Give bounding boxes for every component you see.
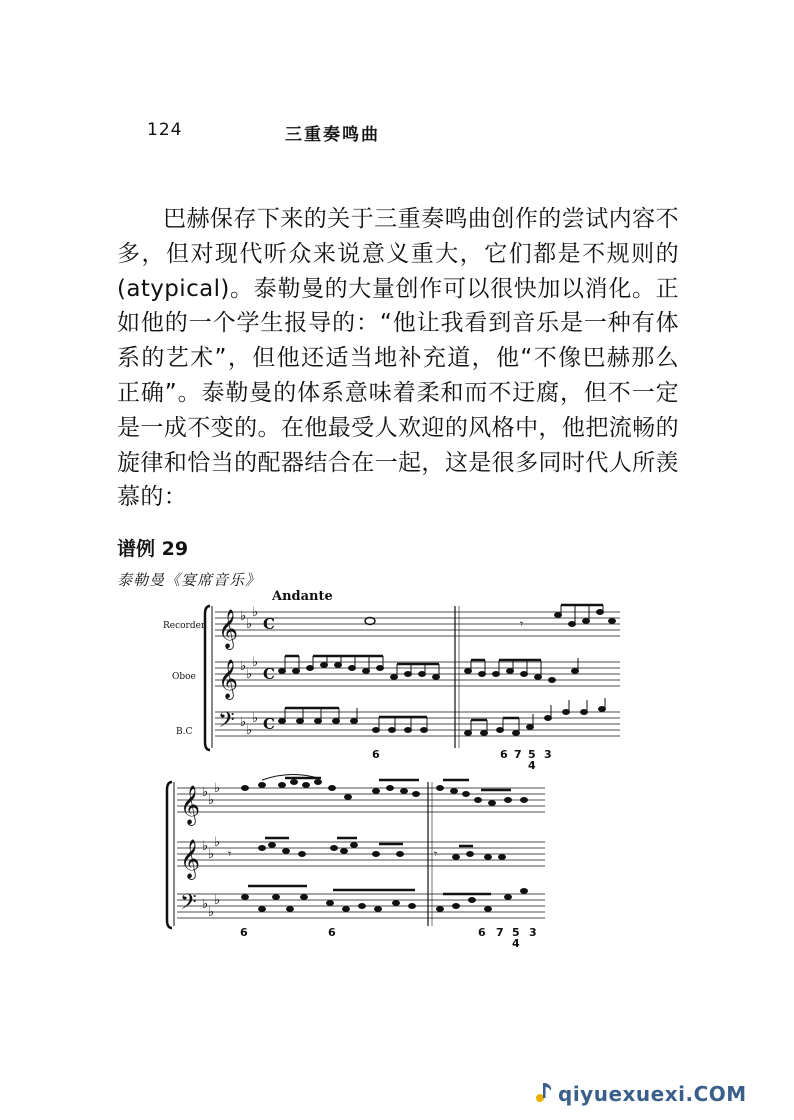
- treble-clef-icon: 𝄞: [180, 839, 201, 879]
- svg-text:6: 6: [500, 748, 508, 761]
- instrument-label-bc: B.C: [176, 727, 193, 737]
- svg-text:𝄾: 𝄾: [434, 847, 438, 861]
- running-title: 三重奏鸣曲: [285, 125, 380, 145]
- svg-text:♭: ♭: [240, 609, 247, 624]
- notes-oboe-s2: [228, 838, 506, 861]
- svg-text:♭: ♭: [246, 667, 253, 682]
- bass-clef-icon: 𝄢: [180, 890, 197, 920]
- figured-bass-2: [240, 926, 537, 950]
- svg-text:6: 6: [478, 926, 486, 939]
- svg-text:5: 5: [528, 748, 536, 761]
- svg-text:♭: ♭: [208, 905, 215, 920]
- svg-text:♭: ♭: [240, 659, 247, 674]
- time-signature-c: C: [263, 715, 275, 733]
- body-paragraph: 巴赫保存下来的关于三重奏鸣曲创作的尝试内容不多，但对现代听众来说意义重大，它们都是不规则的(atypical)。泰勒曼的大量创作可以很快加以消化。正如他的一个学生报导的：“他让我看到音乐是一种有体系的艺术”，但他还适当地补充道，他“不像巴赫那么正确”。泰勒曼的体系意味着柔和而不迂腐，但不一定是一成不变的。在他最受人欢迎的风格中，他把流畅的旋律和恰当的配器结合在一起，这是很多同时代人所羡慕的：: [117, 206, 679, 511]
- bass-clef-icon: 𝄢: [218, 708, 235, 738]
- svg-text:♭: ♭: [252, 655, 259, 670]
- staff-bc: [215, 712, 620, 736]
- svg-text:♭: ♭: [240, 715, 247, 730]
- svg-text:𝄾: 𝄾: [228, 847, 232, 861]
- score-system-2: [167, 774, 545, 950]
- key-signature-flats-2: [202, 781, 220, 920]
- svg-text:6: 6: [240, 926, 248, 939]
- treble-clef-icon: 𝄞: [218, 609, 239, 649]
- svg-text:4: 4: [512, 937, 520, 950]
- svg-text:6: 6: [372, 748, 380, 761]
- svg-text:3: 3: [529, 926, 537, 939]
- staff-recorder-2: [177, 788, 545, 812]
- svg-text:6: 6: [328, 926, 336, 939]
- treble-clef-icon: 𝄞: [218, 659, 239, 699]
- music-note-icon: [532, 1080, 556, 1104]
- time-signature-c: C: [263, 615, 275, 633]
- example-subtitle: 泰勒曼《宴席音乐》: [117, 571, 262, 589]
- svg-text:♭: ♭: [208, 847, 215, 862]
- watermark-text: qiyuexuexi.COM: [558, 1082, 747, 1106]
- time-signature-c: C: [263, 665, 275, 683]
- notes-oboe: [279, 656, 579, 683]
- score-system-1: [163, 605, 620, 772]
- svg-text:♭: ♭: [214, 781, 221, 796]
- svg-text:♭: ♭: [252, 605, 259, 620]
- staff-oboe-2: [177, 842, 545, 866]
- page-number: 124: [147, 120, 183, 140]
- instrument-label-oboe: Oboe: [172, 672, 196, 682]
- svg-text:7: 7: [496, 926, 504, 939]
- staff-oboe: [215, 662, 620, 686]
- notes-bc-s2: [242, 886, 528, 912]
- tempo-marking: Andante: [272, 589, 333, 604]
- svg-text:5: 5: [512, 926, 520, 939]
- svg-text:♭: ♭: [202, 785, 209, 800]
- figured-bass-1: [372, 748, 552, 772]
- notes-recorder-s2: [242, 774, 528, 805]
- example-title: 谱例 29: [117, 538, 189, 560]
- treble-clef-icon: 𝄞: [180, 785, 201, 825]
- svg-text:♭: ♭: [214, 835, 221, 850]
- svg-text:♭: ♭: [202, 839, 209, 854]
- svg-text:𝄾: 𝄾: [520, 617, 524, 631]
- svg-text:7: 7: [514, 748, 522, 761]
- instrument-label-recorder: Recorder: [163, 621, 206, 631]
- svg-text:3: 3: [544, 748, 552, 761]
- svg-text:♭: ♭: [252, 711, 259, 726]
- svg-text:♭: ♭: [202, 897, 209, 912]
- svg-text:♭: ♭: [214, 893, 221, 908]
- svg-text:♭: ♭: [246, 617, 253, 632]
- svg-text:♭: ♭: [246, 723, 253, 738]
- svg-text:♭: ♭: [208, 793, 215, 808]
- svg-text:4: 4: [528, 759, 536, 772]
